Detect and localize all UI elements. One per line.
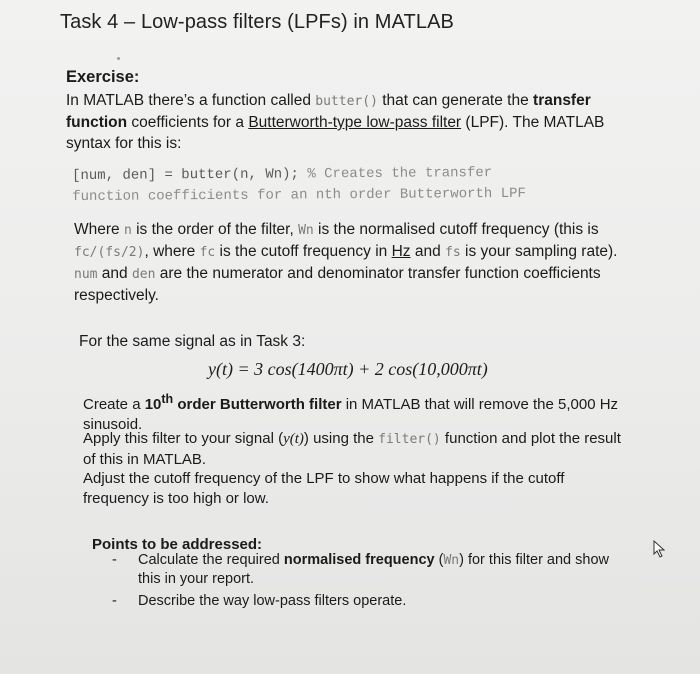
list-item — [112, 551, 612, 589]
bullet1-code: Wn — [443, 553, 460, 568]
where-text-4: , where — [144, 243, 200, 260]
item1-text-d: in MATLAB that will remove the 5,000 Hz sinusoid. — [83, 396, 619, 433]
task-item-apply-filter — [83, 429, 623, 470]
signal-equation: y(t) = 3 cos(1400πt) + 2 cos(10,000πt) — [208, 359, 488, 379]
points-heading: Points to be addressed: — [92, 536, 263, 553]
where-text-5: is the cutoff frequency in — [215, 243, 392, 260]
intro-text-4: (LPF). The MATLAB syntax for this is: — [66, 114, 605, 152]
intro-paragraph — [66, 90, 646, 154]
item1-order: 10 — [144, 396, 162, 413]
code-fc-fs: fc/(fs/2) — [74, 245, 145, 260]
exercise-heading: Exercise: — [66, 68, 140, 86]
points-list — [112, 551, 612, 614]
transfer-function-bold: transfer function — [66, 92, 591, 131]
code-den: den — [131, 267, 156, 282]
butterworth-link[interactable]: Butterworth-type low-pass filter — [248, 114, 462, 131]
where-text-2: is the order of the filter, — [131, 221, 299, 238]
bullet1-text-a: Calculate the required — [138, 552, 284, 568]
mouse-cursor-icon — [653, 540, 667, 558]
bullet1-text-c: ) for this filter and show this in your report. — [138, 552, 610, 587]
code-wn: Wn — [298, 223, 314, 238]
code-comment-2: function coefficients for an nth order Butterworth LPF — [72, 185, 526, 205]
item2-text-a: Apply this filter to your signal ( — [83, 430, 284, 447]
where-paragraph — [74, 219, 634, 306]
item2-text-c: function and plot the result of this in MATLAB. — [83, 430, 621, 468]
code-n: n — [123, 223, 132, 238]
matlab-code-block — [72, 162, 612, 208]
where-text-3: is the normalised cutoff frequency (this is — [313, 221, 599, 238]
code-num: num — [74, 267, 98, 282]
item1-text-a: Create a — [83, 396, 145, 413]
list-item — [112, 592, 612, 611]
task-item-adjust-cutoff: Adjust the cutoff frequency of the LPF to show what happens if the cutoff frequency is too high or low. — [83, 470, 565, 507]
code-statement: [num, den] = butter(n, Wn); — [72, 166, 308, 184]
hz-link[interactable]: Hz — [391, 243, 411, 260]
bullet2-text: Describe the way low-pass filters operate. — [138, 593, 407, 609]
where-text-1: Where — [74, 221, 124, 238]
where-text-6: and — [410, 243, 446, 260]
item2-yt: y(t) — [283, 431, 304, 447]
bullet-dash: - — [112, 593, 117, 609]
item1-bold: order Butterworth filter — [173, 396, 342, 413]
intro-text-3: coefficients for a — [127, 114, 249, 131]
bullet1-text-b: ( — [434, 552, 444, 568]
butter-code: butter() — [315, 94, 378, 109]
item2-text-b: ) using the — [303, 430, 379, 447]
intro-text-2: that can generate the — [377, 92, 534, 109]
code-fs: fs — [445, 245, 461, 260]
bullet-dash: - — [112, 552, 117, 568]
bullet1-bold: normalised frequency — [283, 552, 435, 568]
code-fc: fc — [199, 245, 216, 260]
same-signal-text: For the same signal as in Task 3: — [79, 333, 306, 350]
where-text-7: is your sampling rate). — [460, 243, 618, 260]
intro-text-1: In MATLAB there’s a function called — [66, 92, 316, 109]
speck-dot — [117, 57, 120, 60]
where-text-8: and — [97, 265, 132, 282]
where-text-9: are the numerator and denominator transfer function coefficients respectively. — [74, 265, 601, 304]
task-title: Task 4 – Low-pass filters (LPFs) in MATLAB — [60, 11, 454, 33]
code-comment-1: % Creates the transfer — [307, 165, 493, 183]
filter-code: filter() — [378, 432, 441, 447]
item1-sup: th — [161, 392, 174, 406]
